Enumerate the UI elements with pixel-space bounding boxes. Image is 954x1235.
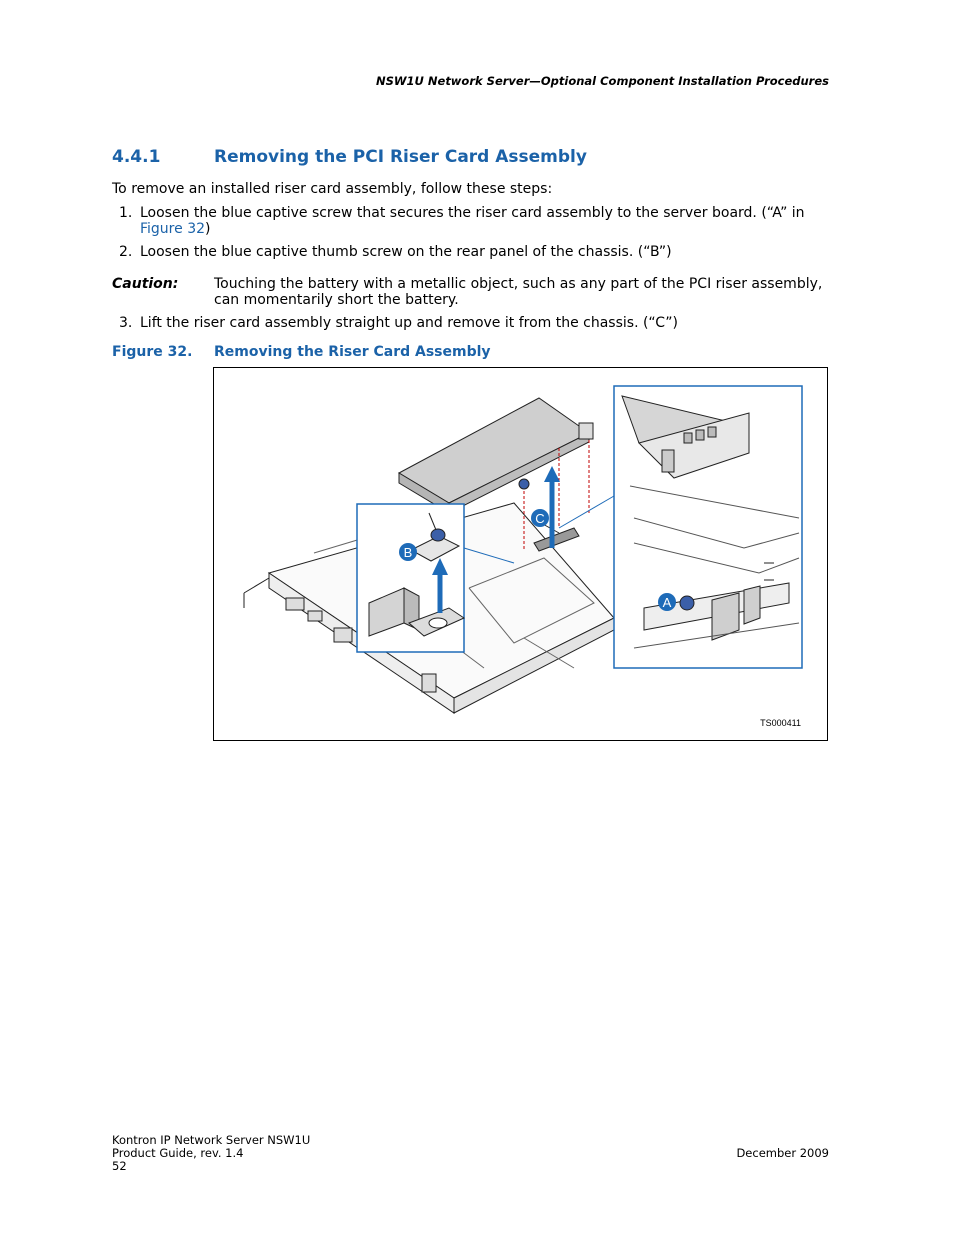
svg-text:A: A <box>662 595 672 610</box>
footer-product: Kontron IP Network Server NSW1U <box>112 1133 311 1147</box>
section-title: Removing the PCI Riser Card Assembly <box>214 147 587 167</box>
step-number: 1. <box>119 205 133 221</box>
caution-label: Caution: <box>112 276 179 292</box>
footer-date: December 2009 <box>736 1146 829 1160</box>
section-heading <box>112 147 587 167</box>
running-header: NSW1U Network Server—Optional Component Installation Procedures <box>375 74 829 88</box>
step-number: 2. <box>119 244 133 260</box>
figure-title: Removing the Riser Card Assembly <box>214 344 491 360</box>
page-number: 52 <box>112 1159 127 1173</box>
figure-id: TS000411 <box>760 718 801 728</box>
figure-number: Figure 32. <box>112 344 193 360</box>
section-number: 4.4.1 <box>112 147 161 167</box>
inset-a <box>614 386 802 668</box>
svg-text:B: B <box>403 545 413 560</box>
callout-b <box>399 543 417 561</box>
step-text: Lift the riser card assembly straight up and remove it from the chassis. (“C”) <box>140 315 678 331</box>
callout-a <box>658 593 676 611</box>
step-number: 3. <box>119 315 133 331</box>
svg-text:C: C <box>535 511 545 526</box>
step-text: Loosen the blue captive screw that secures the riser card assembly to the server board. (“A” in Figure 32) <box>140 205 805 237</box>
figure-frame <box>213 367 828 741</box>
intro-text: To remove an installed riser card assembly, follow these steps: <box>112 181 553 197</box>
footer-left <box>112 1134 310 1173</box>
caution-text: Touching the battery with a metallic object, such as any part of the PCI riser assembly, can momentarily short the battery. <box>214 276 823 308</box>
figure-link[interactable]: Figure 32 <box>140 221 206 237</box>
callout-c <box>531 509 549 527</box>
step-text: Loosen the blue captive thumb screw on the rear panel of the chassis. (“B”) <box>140 244 672 260</box>
inset-b <box>357 504 464 652</box>
footer-guide: Product Guide, rev. 1.4 <box>112 1146 244 1160</box>
riser-card-illustration <box>214 368 829 742</box>
figure-caption <box>112 344 491 360</box>
